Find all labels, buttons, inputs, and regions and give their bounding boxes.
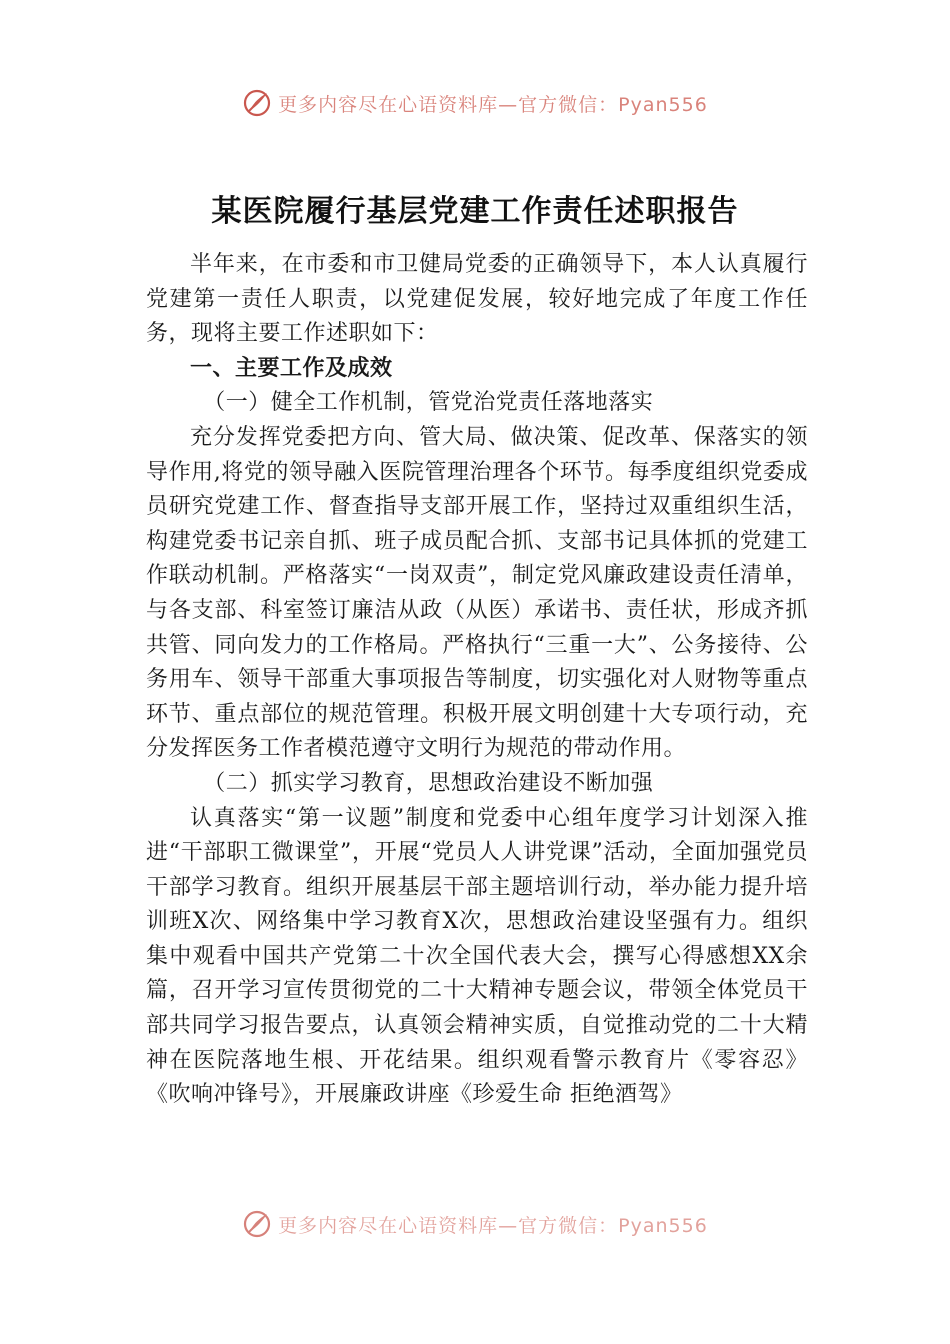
quill-logo-icon: [242, 1209, 272, 1239]
paragraph-mechanism: 充分发挥党委把方向、管大局、做决策、促改革、保落实的领导作用,将党的领导融入医院管理治理各个环节。每季度组织党委成员研究党建工作、督查指导支部开展工作，坚持过双重组织生活，构建党委书记亲自抓、班子成员配合抓、支部书记具体抓的党建工作联动机制。严格落实“一岗双责”，制定党风廉政建设责任清单，与各支部、科室签订廉洁从政（从医）承诺书、责任状，形成齐抓共管、同向发力的工作格局。严格执行“三重一大”、公务接待、公务用车、领导干部重大事项报告等制度，切实强化对人财物等重点环节、重点部位的规范管理。积极开展文明创建十大专项行动，充分发挥医务工作者模范遵守文明行为规范的带动作用。: [146, 424, 808, 762]
subsection-heading-mechanism: （一）健全工作机制，管党治党责任落地落实: [203, 390, 654, 416]
watermark-header: [0, 86, 950, 120]
watermark-text: 更多内容尽在心语资料库—官方微信：Pyan556: [278, 1214, 708, 1237]
intro-paragraph: 半年来，在市委和市卫健局党委的正确领导下，本人认真履行党建第一责任人职责，以党建促发展，较好地完成了年度工作任务，现将主要工作述职如下：: [146, 252, 808, 347]
section-heading-main-work: 一、主要工作及成效: [190, 355, 393, 381]
watermark-text: 更多内容尽在心语资料库—官方微信：Pyan556: [278, 93, 708, 116]
subsection-heading-education: （二）抓实学习教育，思想政治建设不断加强: [203, 770, 654, 796]
paragraph-education: 认真落实“第一议题”制度和党委中心组年度学习计划深入推进“干部职工微课堂”，开展“党员人人讲党课”活动，全面加强党员干部学习教育。组织开展基层干部主题培训行动，举办能力提升培训班X次、网络集中学习教育X次，思想政治建设坚强有力。组织集中观看中国共产党第二十次全国代表大会，撰写心得感想XX余篇，召开学习宣传贯彻党的二十大精神专题会议，带领全体党员干部共同学习报告要点，认真领会精神实质，自觉推动党的二十大精神在医院落地生根、开花结果。组织观看警示教育片《零容忍》《吹响冲锋号》，开展廉政讲座《珍爱生命 拒绝酒驾》: [146, 805, 808, 1108]
quill-logo-icon: [242, 88, 272, 118]
document-body: [146, 248, 808, 1113]
watermark-footer: [0, 1207, 950, 1241]
document-title: 某医院履行基层党建工作责任述职报告: [211, 194, 739, 229]
